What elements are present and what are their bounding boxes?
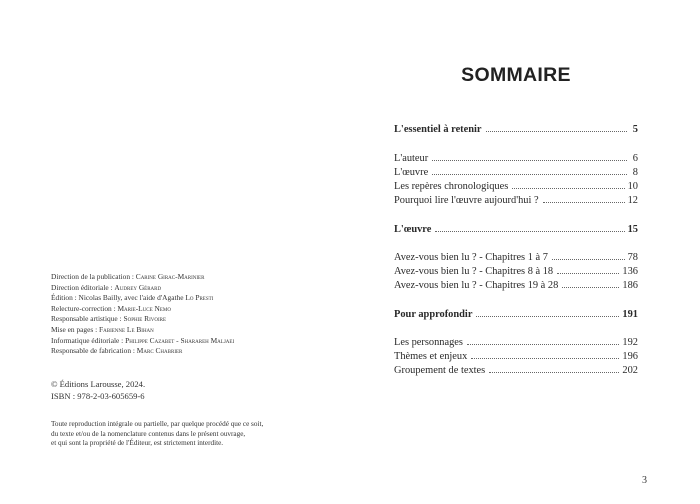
toc-entry-approfondir[interactable] xyxy=(394,308,638,322)
credit-name: Sophie Rivoire xyxy=(123,314,167,324)
toc-entry-pourquoi[interactable] xyxy=(394,194,638,208)
dot-leader xyxy=(471,350,619,359)
toc-entry-label: Avez-vous bien lu ? - Chapitres 8 à 18 xyxy=(394,266,554,277)
toc-entry-chapitres-8-18[interactable] xyxy=(394,265,638,279)
table-of-contents xyxy=(394,0,638,504)
credit-label: Direction éditoriale : xyxy=(51,282,115,292)
notice-line: Toute reproduction intégrale ou partielle, par quelque procédé que ce soit, xyxy=(51,420,264,428)
toc-entry-page: 10 xyxy=(627,181,638,192)
credit-name: Lo Presti xyxy=(185,293,214,303)
credits-block xyxy=(51,272,301,357)
toc-entry-page: 202 xyxy=(622,365,638,376)
toc-entry-label: Pour approfondir xyxy=(394,309,473,320)
toc-entry-auteur[interactable] xyxy=(394,152,638,166)
toc-entry-page: 78 xyxy=(627,252,638,263)
toc-entry-page: 8 xyxy=(632,167,638,178)
credit-line xyxy=(51,283,301,294)
toc-entry-label: L'auteur xyxy=(394,153,429,164)
copyright-block xyxy=(51,379,145,402)
toc-entry-groupement[interactable] xyxy=(394,364,638,378)
dot-leader xyxy=(557,265,619,274)
copyright-line: © Éditions Larousse, 2024. xyxy=(51,379,146,389)
credit-name: Fabienne Le Bihan xyxy=(99,324,154,334)
dot-leader xyxy=(476,308,619,317)
toc-entry-label: Groupement de textes xyxy=(394,365,486,376)
credit-name: Audrey Gérard xyxy=(114,282,162,292)
dot-leader xyxy=(489,364,619,373)
dot-leader xyxy=(467,336,619,345)
credit-label: Relecture-correction : xyxy=(51,303,118,313)
toc-entry-page: 186 xyxy=(622,280,638,291)
toc-entry-label: Thèmes et enjeux xyxy=(394,351,468,362)
toc-entry-oeuvre-intro[interactable] xyxy=(394,166,638,180)
credit-label: Mise en pages : xyxy=(51,324,100,334)
notice-line: du texte et/ou de la nomenclature contenus dans le présent ouvrage, xyxy=(51,429,246,438)
credit-line xyxy=(51,314,301,325)
notice-line: et qui sont la propriété de l'Éditeur, est strictement interdite. xyxy=(51,439,224,448)
toc-entry-label: L'œuvre xyxy=(394,224,432,235)
isbn-line: ISBN : 978-2-03-605659-6 xyxy=(51,390,145,401)
dot-leader xyxy=(486,123,627,132)
dot-leader xyxy=(562,279,619,288)
credit-label: Direction de la publication : xyxy=(51,272,136,281)
toc-entry-page: 6 xyxy=(632,153,638,164)
credit-name: Marie-Luce Nemo xyxy=(117,303,171,313)
credit-name: Philippe Cazabet - Sharareh Maljaei xyxy=(125,335,235,345)
dot-leader xyxy=(432,152,627,161)
toc-entry-personnages[interactable] xyxy=(394,336,638,350)
dot-leader xyxy=(543,194,625,203)
credit-line xyxy=(51,346,301,357)
credit-label: Édition : Nicolas Bailly, avec l'aide d'Agathe xyxy=(51,293,186,303)
toc-entry-label: L'essentiel à retenir xyxy=(394,124,482,135)
credit-label: Informatique éditoriale : xyxy=(51,335,126,345)
toc-entry-essentiel[interactable] xyxy=(394,123,638,137)
toc-entry-page: 136 xyxy=(622,266,638,277)
toc-entry-themes[interactable] xyxy=(394,350,638,364)
dot-leader xyxy=(552,251,625,260)
credit-line xyxy=(51,325,301,336)
toc-title: SOMMAIRE xyxy=(461,64,571,86)
toc-entry-reperes[interactable] xyxy=(394,180,638,194)
toc-entry-label: Avez-vous bien lu ? - Chapitres 1 à 7 xyxy=(394,252,548,263)
credit-name: Marc Chabrier xyxy=(136,346,183,356)
toc-entry-oeuvre[interactable] xyxy=(394,223,638,237)
toc-entry-page: 15 xyxy=(627,224,638,235)
toc-entry-label: Avez-vous bien lu ? - Chapitres 19 à 28 xyxy=(394,280,559,291)
credit-line xyxy=(51,304,301,315)
reproduction-notice xyxy=(51,420,311,449)
dot-leader xyxy=(512,180,624,189)
credit-line xyxy=(51,272,301,283)
credit-line xyxy=(51,336,301,347)
toc-entry-page: 191 xyxy=(622,309,638,320)
dot-leader xyxy=(432,166,627,175)
toc-entry-chapitres-1-7[interactable] xyxy=(394,251,638,265)
toc-entry-label: Les repères chronologiques xyxy=(394,181,509,192)
toc-entry-page: 12 xyxy=(627,195,638,206)
page-number: 3 xyxy=(642,475,647,486)
toc-entry-page: 196 xyxy=(622,351,638,362)
toc-entry-page: 192 xyxy=(622,337,638,348)
credit-label: Responsable de fabrication : xyxy=(51,346,137,356)
toc-entry-page: 5 xyxy=(632,124,638,135)
credit-line xyxy=(51,293,301,304)
credit-name: Carine Girac-Marinier xyxy=(135,272,205,281)
toc-entry-chapitres-19-28[interactable] xyxy=(394,279,638,293)
toc-entry-label: L'œuvre xyxy=(394,167,429,178)
toc-entry-label: Pourquoi lire l'œuvre aujourd'hui ? xyxy=(394,195,539,206)
toc-entry-label: Les personnages xyxy=(394,337,463,348)
credit-label: Responsable artistique : xyxy=(51,314,124,324)
dot-leader xyxy=(435,223,624,232)
